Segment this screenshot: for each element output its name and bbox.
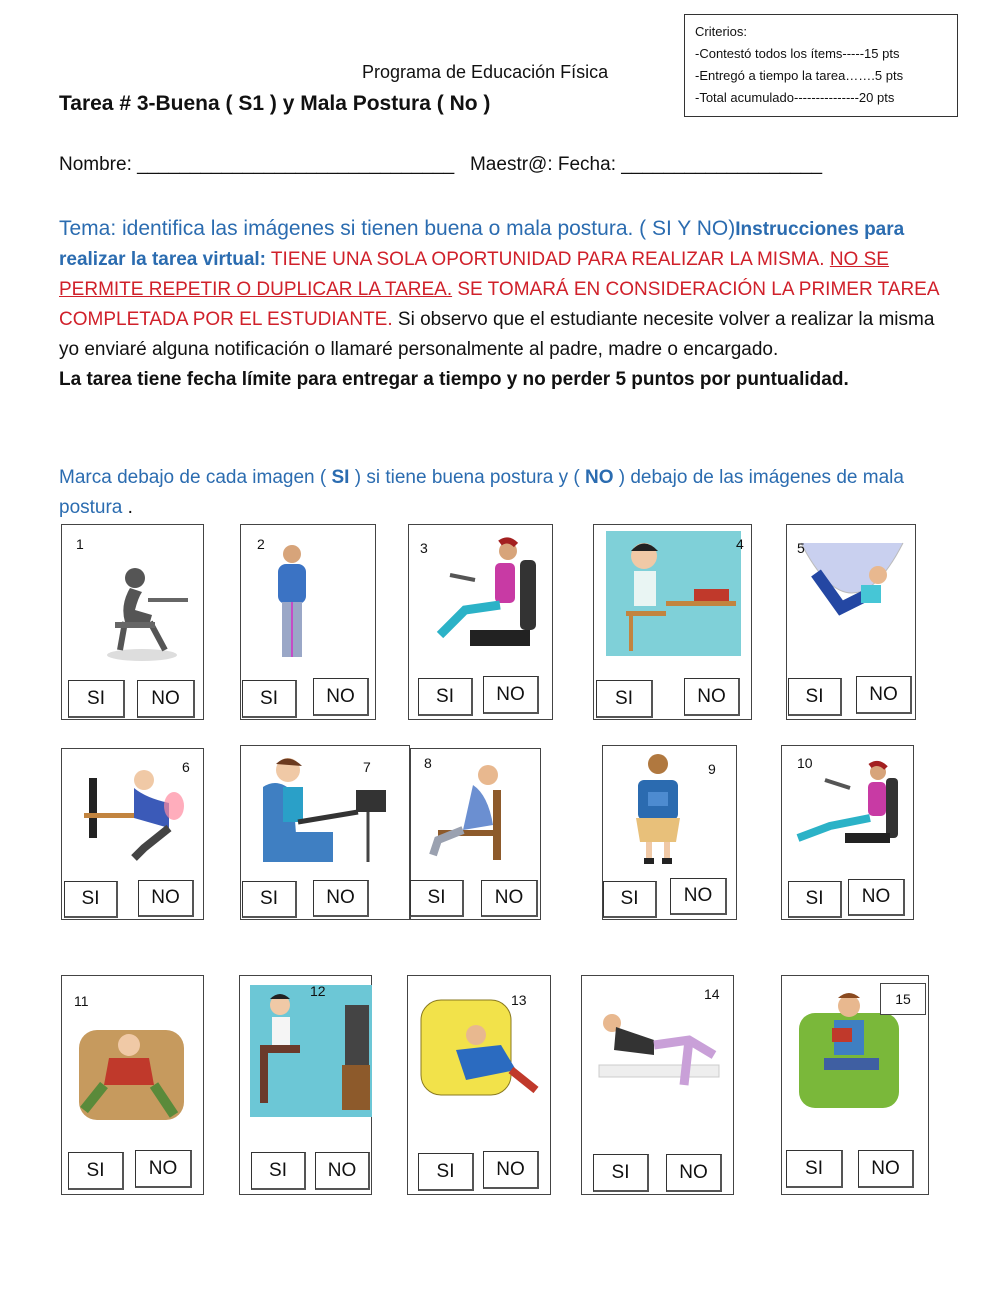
- boy-sprawled-in-armchair-illustration: [74, 1020, 189, 1130]
- man-in-hammock-illustration: [796, 533, 908, 645]
- instructions-black: Si observo que el estudiante necesite volver a realizar la misma yo enviaré alguna notificación o llamaré personalmente al padre, madre o encargado.: [59, 309, 935, 360]
- no-box-6[interactable]: NO: [138, 880, 194, 917]
- person-hunched-at-desk-illustration: [90, 560, 190, 670]
- no-box-7[interactable]: NO: [313, 880, 369, 917]
- no-box-12[interactable]: NO: [315, 1152, 370, 1190]
- no-box-11[interactable]: NO: [135, 1150, 192, 1188]
- card-number: 14: [704, 986, 720, 1002]
- si-box-14[interactable]: SI: [593, 1154, 649, 1192]
- si-box-6[interactable]: SI: [64, 881, 118, 918]
- deadline-note: La tarea tiene fecha límite para entregar a tiempo y no perder 5 puntos por puntualidad.: [59, 369, 849, 390]
- marca-text: ) debajo de las imágenes de mala postura: [59, 467, 904, 518]
- card-number: 7: [363, 759, 371, 775]
- si-box-11[interactable]: SI: [68, 1152, 124, 1190]
- man-standing-slouched-illustration: [262, 540, 322, 665]
- card-number: 9: [708, 761, 716, 777]
- marca-si: SI: [331, 467, 350, 488]
- man-driving-reclined-illustration: [790, 758, 900, 858]
- card-number: 8: [424, 755, 432, 771]
- no-box-15[interactable]: NO: [858, 1150, 914, 1188]
- instructions-red-2: SE TOMARÁ EN CONSIDERACIÓN LA PRIMER TAREA COMPLETADA POR EL ESTUDIANTE.: [59, 279, 939, 330]
- card-number: 3: [420, 540, 428, 556]
- no-box-5[interactable]: NO: [856, 676, 912, 714]
- no-box-10[interactable]: NO: [848, 879, 905, 916]
- instructions-heading: Instrucciones para realizar la tarea virtual:: [59, 219, 905, 270]
- no-box-14[interactable]: NO: [666, 1154, 722, 1192]
- no-box-3[interactable]: NO: [483, 676, 539, 714]
- man-watching-tv-illustration: [250, 985, 372, 1117]
- criteria-item: -Contestó todos los ítems-----15 pts: [695, 46, 900, 61]
- card-number: 15: [880, 983, 926, 1015]
- criteria-box: [684, 14, 958, 117]
- girl-at-desk-illustration: [606, 531, 741, 656]
- si-box-8[interactable]: SI: [410, 880, 464, 917]
- card-number: 12: [310, 983, 326, 999]
- si-box-5[interactable]: SI: [788, 678, 842, 716]
- tema-text: Tema: identifica las imágenes si tienen buena o mala postura. ( SI Y NO): [59, 217, 736, 240]
- card-number: 4: [736, 536, 744, 552]
- instructions-block: [59, 214, 939, 395]
- girl-with-backpack-illustration: [618, 752, 698, 867]
- si-box-7[interactable]: SI: [242, 881, 297, 918]
- man-slouched-in-chair-illustration: [418, 760, 533, 865]
- no-box-13[interactable]: NO: [483, 1151, 539, 1189]
- si-box-15[interactable]: SI: [786, 1150, 843, 1188]
- card-number: 6: [182, 759, 190, 775]
- marca-instruction: [59, 463, 939, 523]
- no-box-8[interactable]: NO: [481, 880, 538, 917]
- name-teacher-date-line[interactable]: Nombre: ______________________________ Maestr@: Fecha: ___________________: [59, 154, 823, 175]
- marca-period: .: [127, 497, 133, 518]
- no-box-1[interactable]: NO: [137, 680, 195, 718]
- si-box-10[interactable]: SI: [788, 881, 842, 918]
- card-number: 13: [511, 992, 527, 1008]
- si-box-4[interactable]: SI: [596, 680, 653, 718]
- man-driving-upright-illustration: [420, 535, 545, 660]
- page-title: Tarea # 3-Buena ( S1 ) y Mala Postura ( No ): [59, 92, 491, 115]
- card-number: 11: [74, 993, 89, 1009]
- si-box-12[interactable]: SI: [251, 1152, 306, 1190]
- no-box-9[interactable]: NO: [670, 878, 727, 915]
- si-box-2[interactable]: SI: [242, 680, 297, 718]
- marca-text: Marca debajo de cada imagen (: [59, 467, 332, 488]
- criteria-heading: Criterios:: [695, 24, 748, 39]
- program-name: Programa de Educación Física: [362, 62, 609, 82]
- card-number: 1: [76, 536, 84, 552]
- si-box-1[interactable]: SI: [68, 680, 125, 718]
- instructions-red-1: TIENE UNA SOLA OPORTUNIDAD PARA REALIZAR LA MISMA.: [266, 249, 830, 270]
- card-number: 5: [797, 540, 805, 556]
- marca-no: NO: [584, 467, 614, 488]
- boy-hunched-at-computer-illustration: [74, 758, 189, 868]
- si-box-3[interactable]: SI: [418, 678, 473, 716]
- si-box-9[interactable]: SI: [603, 881, 657, 918]
- si-box-13[interactable]: SI: [418, 1153, 474, 1191]
- no-box-4[interactable]: NO: [684, 678, 740, 716]
- instructions-red-underlined: NO SE PERMITE REPETIR O DUPLICAR LA TAREA.: [59, 249, 889, 300]
- criteria-item: -Entregó a tiempo la tarea…….5 pts: [695, 68, 904, 83]
- no-box-2[interactable]: NO: [313, 678, 369, 716]
- card-number: 2: [257, 536, 265, 552]
- man-lying-on-bench-illustration: [594, 985, 726, 1100]
- card-number: 10: [797, 755, 813, 771]
- marca-text: ) si tiene buena postura y (: [349, 467, 585, 488]
- criteria-item: -Total acumulado---------------20 pts: [695, 90, 895, 105]
